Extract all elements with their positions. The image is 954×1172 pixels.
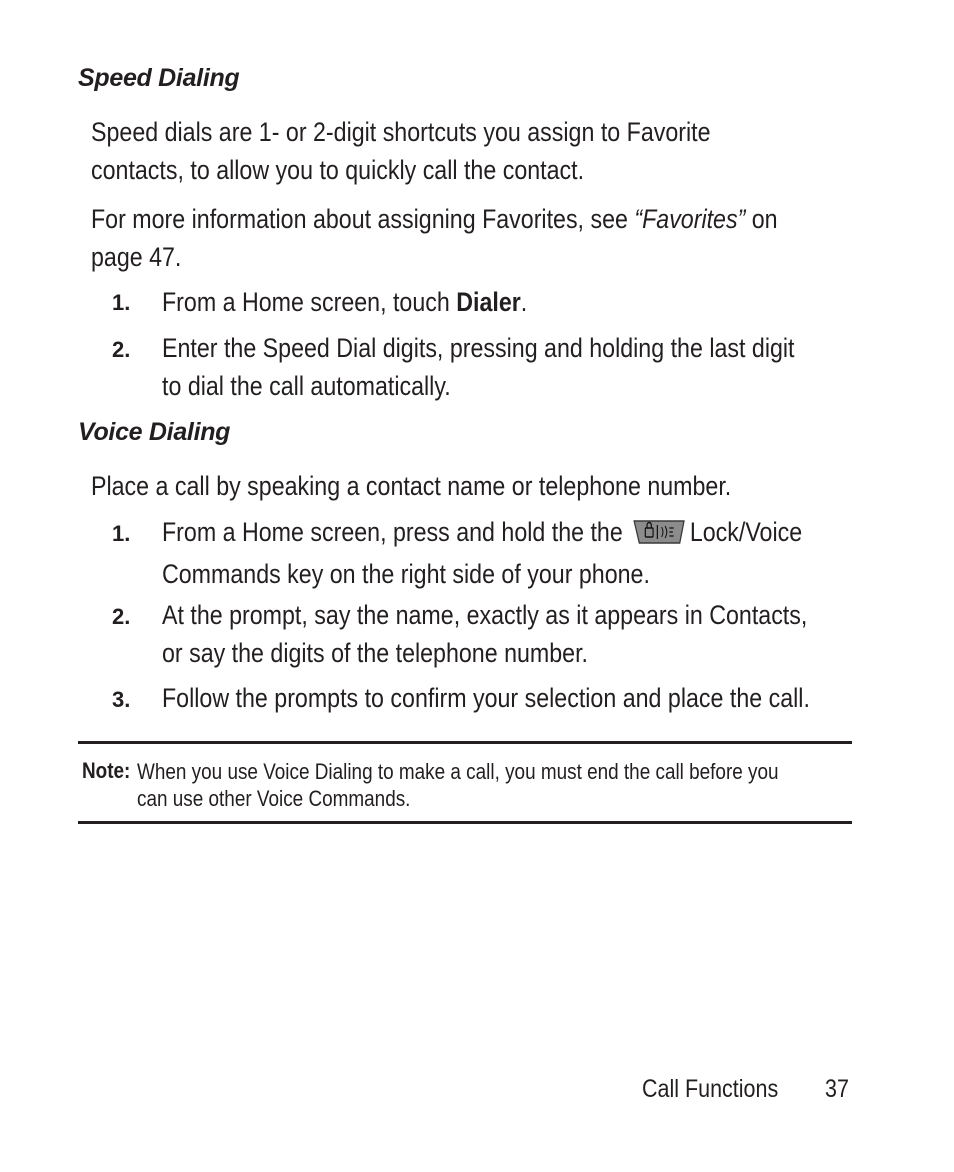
note-top-divider (78, 741, 852, 744)
note-label-text: Note: (82, 758, 131, 783)
speed-desc-line-1: Speed dials are 1- or 2-digit shortcuts you assign to Favorite (91, 117, 711, 147)
page-number-text: 37 (825, 1075, 849, 1103)
dialer-label: Dialer (456, 287, 521, 317)
speed-step-2-line-1: Enter the Speed Dial digits, pressing and holding the last digit (162, 333, 795, 363)
speed-desc-line-2: contacts, to allow you to quickly call the contact. (91, 155, 585, 185)
favorites-ref-line-1 (91, 200, 778, 238)
favorites-ref-post: on (745, 204, 778, 234)
speed-step-1 (162, 283, 587, 321)
footer-section-text: Call Functions (642, 1075, 779, 1103)
voice-step-2-line-1: At the prompt, say the name, exactly as it appears in Contacts, (162, 600, 808, 630)
footer-section-title (642, 1075, 800, 1104)
favorites-reference (91, 200, 889, 276)
speed-step-2 (162, 329, 897, 405)
voice-step-2-number: 2. (112, 604, 131, 629)
voice-dialing-heading-text: Voice Dialing (78, 418, 231, 446)
note-text (137, 758, 883, 812)
favorites-link[interactable]: “Favorites” (634, 204, 746, 234)
voice-step-1-post: Lock/Voice (689, 517, 803, 547)
note-line-1: When you use Voice Dialing to make a call, you must end the call before you (137, 759, 779, 784)
speed-dialing-heading (78, 64, 239, 93)
speed-step-1-number: 1. (112, 290, 131, 315)
voice-step-1-line-1 (162, 513, 802, 555)
note-bottom-divider (78, 821, 852, 824)
voice-step-3-number: 3. (112, 687, 131, 712)
note-label (82, 758, 138, 784)
favorites-ref-pre: For more information about assigning Favorites, see (91, 204, 635, 234)
speed-step-2-line-2: to dial the call automatically. (162, 371, 451, 401)
page-number (825, 1075, 853, 1104)
speed-step-2-number: 2. (112, 337, 131, 362)
speed-step-1-text (162, 283, 527, 321)
voice-dialing-heading (78, 418, 230, 447)
voice-step-1-line-2: Commands key on the right side of your phone. (162, 559, 650, 589)
voice-step-1-pre: From a Home screen, press and hold the the (162, 517, 623, 547)
voice-step-3-line-1: Follow the prompts to confirm your selection and place the call. (162, 683, 810, 713)
voice-step-2 (162, 596, 912, 672)
speed-step-1-post: . (520, 287, 528, 317)
voice-intro-text: Place a call by speaking a contact name or telephone number. (91, 471, 732, 501)
speed-step-1-pre: From a Home screen, touch (162, 287, 457, 317)
voice-step-3 (162, 679, 915, 717)
speed-dialing-heading-text: Speed Dialing (78, 64, 240, 92)
speed-dialing-description (91, 113, 811, 189)
voice-step-1 (162, 513, 906, 593)
favorites-ref-line-2: page 47. (91, 242, 182, 272)
voice-dialing-intro (91, 467, 835, 505)
voice-step-1-number: 1. (112, 521, 131, 546)
lock-voice-key-icon (633, 517, 685, 555)
note-line-2: can use other Voice Commands. (137, 786, 411, 811)
voice-step-2-line-2: or say the digits of the telephone number. (162, 638, 588, 668)
